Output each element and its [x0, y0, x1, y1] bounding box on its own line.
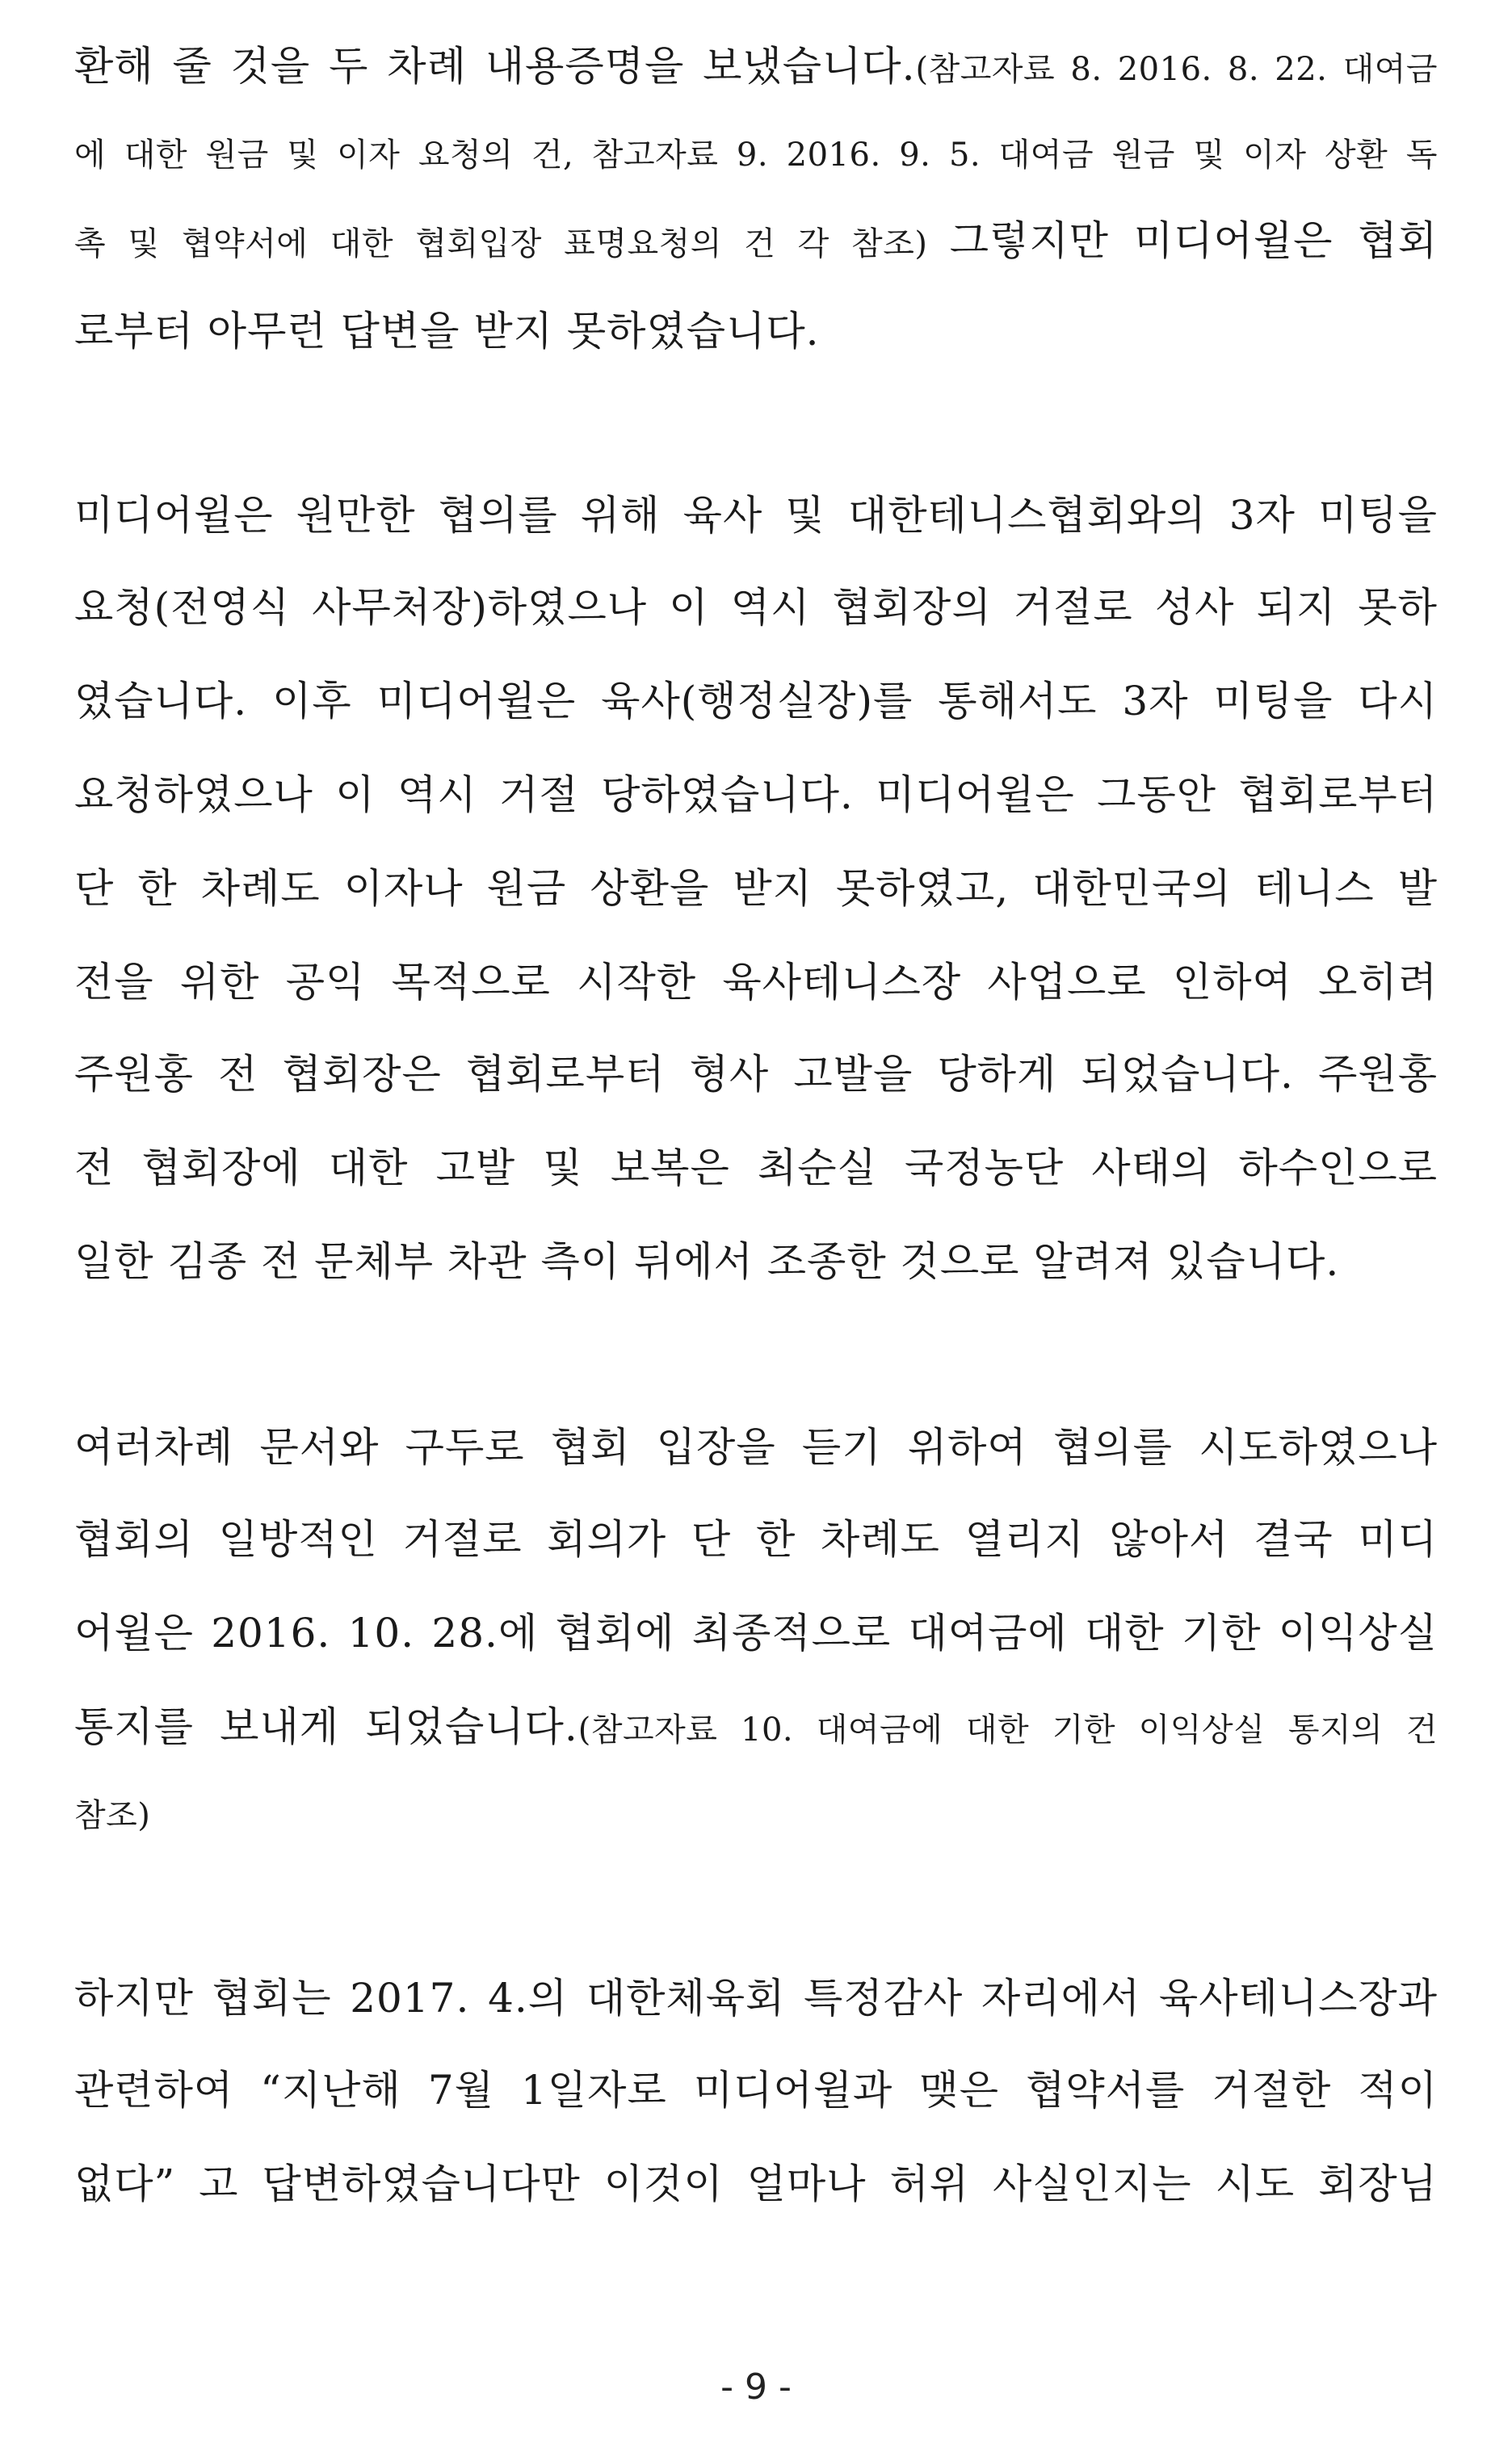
body-text: 환해 줄 것을 두 차례 내용증명을 보냈습니다.	[74, 43, 916, 90]
page-number: - 9 -	[720, 2366, 792, 2408]
paragraph-3-line-1: 여러차례 문서와 구두로 협회 입장을 듣기 위하여 협의를 시도하였으나	[74, 1424, 1438, 1471]
paragraph-4-line-3: 없다” 고 답변하였습니다만 이것이 얼마나 허위 사실인지는 시도 회장님	[74, 2161, 1438, 2207]
paragraph-1-line-3	[74, 216, 1438, 265]
reference-text: (참고자료 10. 대여금에 대한 기한 이익상실 통지의 건	[578, 1711, 1438, 1749]
paragraph-2-line-8: 전 협회장에 대한 고발 및 보복은 최순실 국정농단 사태의 하수인으로	[74, 1144, 1438, 1191]
paragraph-4-line-1: 하지만 협회는 2017. 4.의 대한체육회 특정감사 자리에서 육사테니스장과	[74, 1975, 1438, 2022]
paragraph-3-line-2: 협회의 일방적인 거절로 회의가 단 한 차례도 열리지 않아서 결국 미디	[74, 1516, 1438, 1563]
paragraph-2-line-4: 요청하였으나 이 역시 거절 당하였습니다. 미디어윌은 그동안 협회로부터	[74, 771, 1438, 818]
paragraph-2-line-6: 전을 위한 공익 목적으로 시작한 육사테니스장 사업으로 인하여 오히려	[74, 959, 1438, 1006]
paragraph-2-line-7: 주원홍 전 협회장은 협회로부터 형사 고발을 당하게 되었습니다. 주원홍	[74, 1051, 1438, 1098]
paragraph-3-line-5	[74, 1791, 1438, 1840]
paragraph-2-line-2: 요청(전영식 사무처장)하였으나 이 역시 협회장의 거절로 성사 되지 못하	[74, 584, 1438, 631]
paragraph-4-line-2: 관련하여 “지난해 7월 1일자로 미디어윌과 맺은 협약서를 거절한 적이	[74, 2067, 1438, 2114]
paragraph-1-line-1	[74, 42, 1438, 90]
paragraph-2-line-1: 미디어윌은 원만한 협의를 위해 육사 및 대한테니스협회와의 3자 미팅을	[74, 492, 1438, 539]
body-text: 그렇지만 미디어윌은 협회	[949, 217, 1438, 264]
reference-text: 에 대한 원금 및 이자 요청의 건, 참고자료 9. 2016. 9. 5. 대여금 원금 및 이자 상환 독	[74, 136, 1438, 174]
paragraph-2-line-5: 단 한 차례도 이자나 원금 상환을 받지 못하였고, 대한민국의 테니스 발	[74, 865, 1438, 912]
paragraph-3-line-4	[74, 1703, 1438, 1751]
paragraph-1-line-2	[74, 131, 1438, 179]
body-text: 로부터 아무런 답변을 받지 못하였습니다.	[74, 308, 820, 355]
body-text: 통지를 보내게 되었습니다.	[74, 1703, 578, 1750]
paragraph-1-line-4	[74, 307, 1438, 355]
reference-text: 촉 및 협약서에 대한 협회입장 표명요청의 건 각 참조)	[74, 225, 950, 262]
paragraph-3-line-3: 어윌은 2016. 10. 28.에 협회에 최종적으로 대여금에 대한 기한 이익상실	[74, 1610, 1438, 1657]
reference-text: 참조)	[74, 1797, 151, 1834]
paragraph-2-line-9: 일한 김종 전 문체부 차관 측이 뒤에서 조종한 것으로 알려져 있습니다.	[74, 1238, 1340, 1285]
paragraph-2-line-3: 였습니다. 이후 미디어윌은 육사(행정실장)를 통해서도 3자 미팅을 다시	[74, 678, 1438, 724]
reference-text: (참고자료 8. 2016. 8. 22. 대여금	[915, 51, 1438, 88]
